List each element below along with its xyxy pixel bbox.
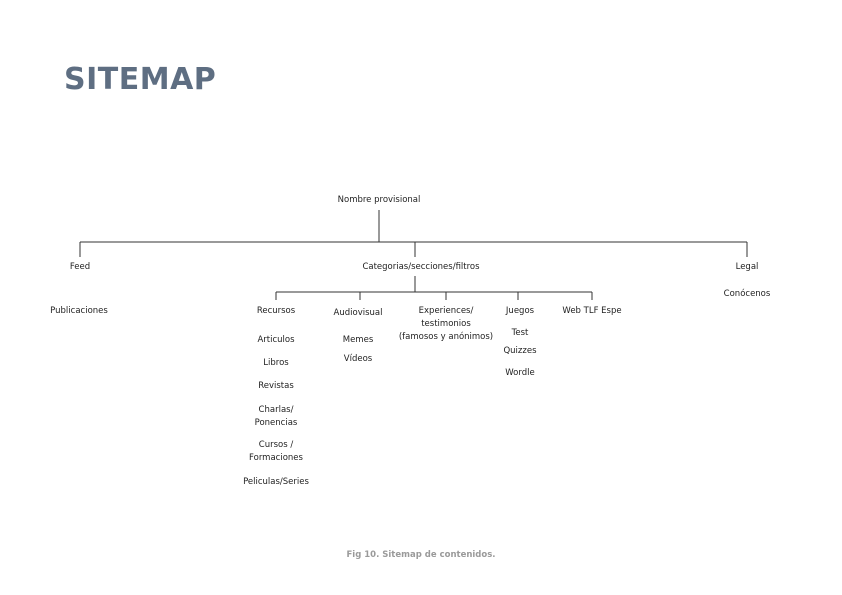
node-libros: Libros [263, 358, 289, 368]
node-legal: Legal [735, 262, 759, 272]
node-juegos: Juegos [505, 306, 535, 316]
page-title: SITEMAP [64, 62, 217, 97]
node-articulos: Articulos [257, 335, 295, 345]
figure-caption: Fig 10. Sitemap de contenidos. [346, 550, 496, 560]
node-experiencias: Experiences/ testimonios (famosos y anónimos) [398, 306, 494, 342]
node-videos: Vídeos [343, 354, 373, 364]
node-peliculas: Peliculas/Series [243, 477, 309, 487]
node-charlas: Charlas/ Ponencias [254, 405, 298, 428]
node-conocenos: Conócenos [723, 289, 771, 299]
node-memes: Memes [342, 335, 374, 345]
node-quizzes: Quizzes [503, 346, 537, 356]
node-test: Test [511, 328, 529, 338]
node-categorias: Categorias/secciones/filtros [362, 262, 480, 272]
node-feed: Feed [69, 262, 91, 272]
node-recursos: Recursos [256, 306, 296, 316]
node-publicaciones: Publicaciones [50, 306, 108, 316]
node-revistas: Revistas [258, 381, 294, 391]
node-web-tlf: Web TLF Espe [562, 306, 622, 316]
node-cursos: Cursos / Formaciones [249, 440, 303, 463]
node-audiovisual: Audiovisual [333, 308, 383, 318]
node-wordle: Wordle [505, 368, 535, 378]
node-root: Nombre provisional [337, 195, 421, 205]
